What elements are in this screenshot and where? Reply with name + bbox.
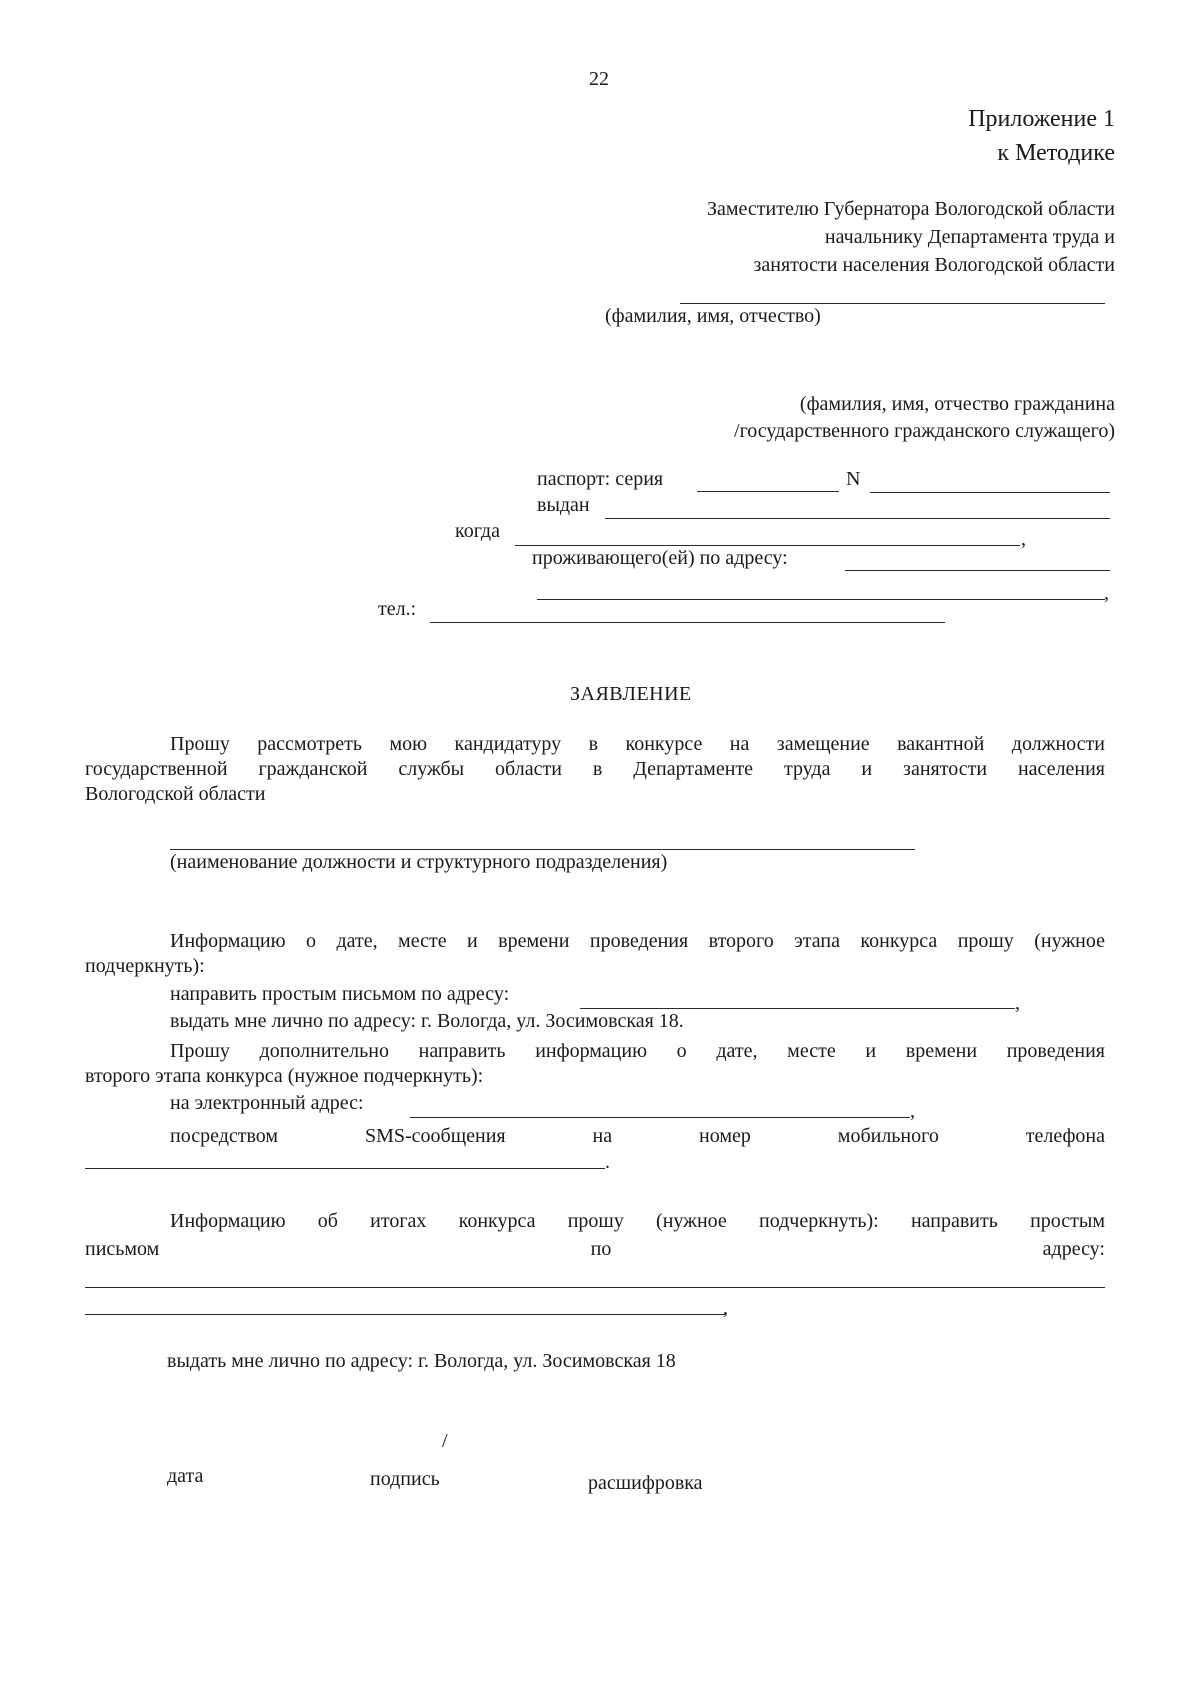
sms-word-5: мобильного (837, 1125, 939, 1147)
results-option-personal: выдать мне лично по адресу: г. Вологда, ул. Зосимовская 18 (167, 1350, 676, 1372)
option-mail-comma: , (1015, 992, 1020, 1014)
residing-address-field-2[interactable] (537, 599, 1105, 600)
sms-word-2: SMS-сообщения (364, 1125, 506, 1147)
sms-line (170, 1125, 1105, 1147)
page-number: 22 (589, 68, 609, 90)
results-line-1: Информацию об итогах конкурса прошу (нужное подчеркнуть): направить простым (170, 1210, 1105, 1232)
request-line-3: Вологодской области (85, 783, 266, 805)
addressee-line-2: начальнику Департамента труда и (824, 226, 1115, 248)
addressee-line-3: занятости населения Вологодской области (753, 254, 1115, 276)
second-stage-line-1: Информацию о дате, месте и времени проведения второго этапа конкурса прошу (нужное (170, 930, 1105, 952)
sms-word-3: на (592, 1125, 613, 1147)
results-address-field-2[interactable] (85, 1314, 725, 1315)
residing-address-field[interactable] (845, 570, 1110, 571)
phone-label: тел.: (378, 598, 417, 620)
date-label: дата (167, 1465, 204, 1487)
document-title: ЗАЯВЛЕНИЕ (570, 683, 692, 705)
mobile-phone-period: . (605, 1151, 610, 1173)
option-mail-address-field[interactable] (580, 1008, 1015, 1009)
applicant-caption-2: /государственного гражданского служащего) (734, 420, 1115, 442)
results-line-2 (85, 1238, 1105, 1260)
signature-label: подпись (370, 1468, 440, 1490)
passport-series-field[interactable] (697, 491, 839, 492)
results-word-3: адресу: (1042, 1238, 1105, 1260)
residing-label: проживающего(ей) по адресу: (532, 547, 788, 569)
request-line-2: государственной гражданской службы области в Департаменте труда и занятости населения (85, 758, 1105, 780)
sms-word-4: номер (699, 1125, 751, 1147)
applicant-caption-1: (фамилия, имя, отчество гражданина (799, 393, 1115, 415)
additional-line-1: Прошу дополнительно направить информацию о дате, месте и времени проведения (170, 1040, 1105, 1062)
phone-field[interactable] (430, 622, 945, 623)
passport-issued-field[interactable] (605, 518, 1110, 519)
results-comma: , (723, 1297, 728, 1319)
residing-comma: , (1104, 582, 1109, 604)
appendix-title: Приложение 1 (968, 106, 1115, 132)
passport-number-label: N (846, 468, 861, 490)
position-caption: (наименование должности и структурного подразделения) (170, 851, 668, 873)
passport-when-field[interactable] (515, 545, 1020, 546)
option-personal-label: выдать мне лично по адресу: г. Вологда, ул. Зосимовская 18. (170, 1010, 684, 1032)
mobile-phone-field[interactable] (85, 1168, 605, 1169)
addressee-fio-field[interactable] (680, 303, 1105, 304)
option-mail-label: направить простым письмом по адресу: (170, 983, 510, 1005)
request-line-1: Прошу рассмотреть мою кандидатуру в конкурсе на замещение вакантной должности (170, 733, 1105, 755)
position-field[interactable] (170, 849, 915, 850)
results-word-2: по (590, 1238, 612, 1260)
email-label: на электронный адрес: (170, 1092, 364, 1114)
addressee-fio-caption: (фамилия, имя, отчество) (605, 305, 821, 327)
sms-word-1: посредством (170, 1125, 279, 1147)
results-word-1: письмом (85, 1238, 160, 1260)
results-address-field[interactable] (85, 1287, 1105, 1288)
decoding-label: расшифровка (588, 1472, 703, 1494)
passport-when-label: когда (455, 520, 500, 542)
signature-slash: / (442, 1430, 448, 1452)
email-field[interactable] (410, 1117, 910, 1118)
sms-word-6: телефона (1025, 1125, 1105, 1147)
addressee-line-1: Заместителю Губернатора Вологодской области (706, 198, 1115, 220)
additional-line-2: второго этапа конкурса (нужное подчеркнуть): (85, 1065, 484, 1087)
passport-number-field[interactable] (870, 492, 1110, 493)
passport-issued-label: выдан (537, 494, 590, 516)
second-stage-line-2: подчеркнуть): (85, 955, 205, 977)
email-comma: , (910, 1100, 915, 1122)
appendix-subtitle: к Методике (997, 140, 1115, 166)
passport-series-label: паспорт: серия (537, 468, 664, 490)
when-comma: , (1021, 528, 1026, 550)
